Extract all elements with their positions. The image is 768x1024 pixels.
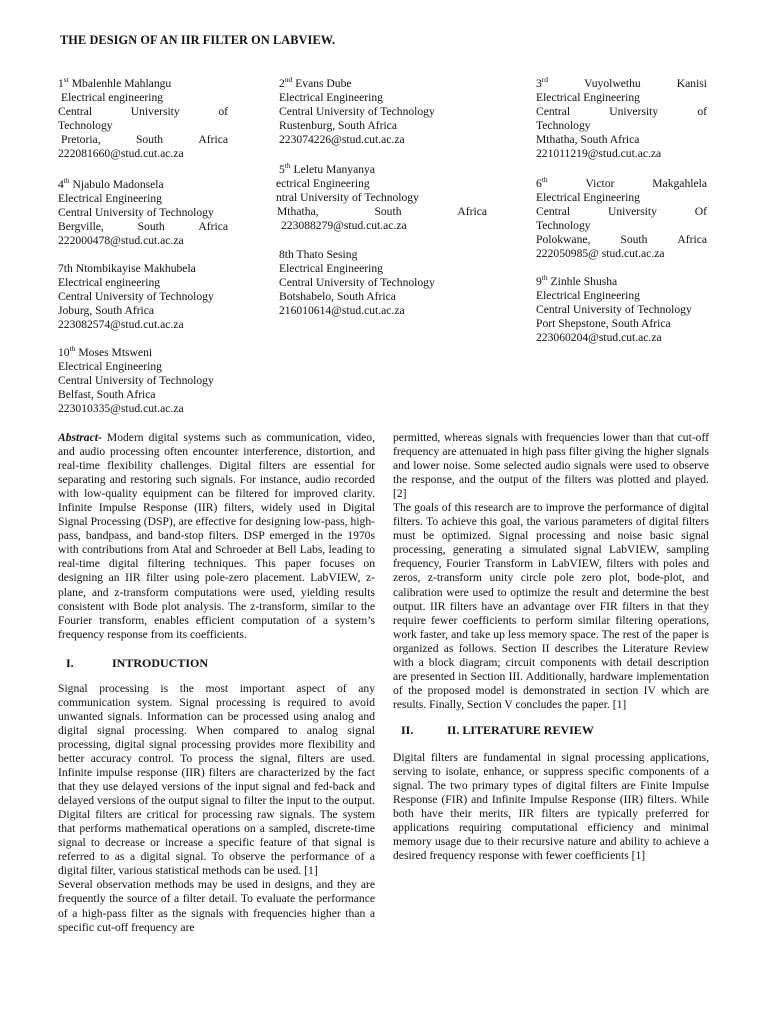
author-block-3: 3rd Vuyolwethu Kanisi Electrical Engineering Central University of Technology Mthatha, South Africa 221011219@stud.cut.ac.za: [536, 75, 707, 161]
author-university: Central University of Technology: [58, 290, 214, 304]
author-email: 223088279@stud.cut.ac.za: [281, 219, 407, 233]
author-location: Bergville, South Africa: [58, 220, 228, 234]
author-location: Polokwane, South Africa: [536, 233, 707, 247]
intro-paragraph-2: Several observation methods may be used in designs, and they are frequently the source of a filter detail. To evaluate the performance of a high-pass filter as the signals with frequencies higher than a specific cut-off frequency are: [58, 878, 375, 934]
author-dept: Electrical Engineering: [536, 191, 640, 205]
author-dept: Electrical Engineering: [536, 289, 640, 303]
right-paragraph-1: permitted, whereas signals with frequencies lower than that cut-off frequency are attenuated in high pass filter giving the higher signals and lower noise. Some selected audio signals were used to observe the response, and the output of the filters was plotted and played. [2]: [393, 431, 709, 501]
author-dept: Electrical Engineering: [279, 91, 383, 105]
author-name: Leletu Manyanya: [293, 163, 375, 176]
author-dept: Electrical Engineering: [279, 262, 383, 276]
author-name: 7th Ntombikayise Makhubela: [58, 262, 196, 275]
author-email: 222000478@stud.cut.ac.za: [58, 234, 184, 248]
right-column: [393, 431, 709, 966]
author-university: Central University of Technology: [58, 374, 214, 388]
author-block-8: [279, 248, 489, 318]
author-email: 216010614@stud.cut.ac.za: [279, 304, 405, 318]
author-location: Pretoria, South Africa: [61, 133, 228, 147]
author-email: 223010335@stud.cut.ac.za: [58, 402, 184, 416]
author-name: Moses Mtsweni: [78, 346, 153, 359]
author-name: Njabulo Madonsela: [72, 178, 164, 191]
author-dept: Electrical engineering: [58, 276, 161, 290]
author-location: Mthatha, South Africa: [277, 205, 487, 219]
author-location: Rustenburg, South Africa: [279, 119, 397, 133]
author-university: Central University of Technology: [279, 276, 435, 290]
paper-title: THE DESIGN OF AN IIR FILTER ON LABVIEW.: [60, 33, 336, 47]
author-block-5: 5th Leletu Manyanya ectrical Engineering ntral University of Technology Mthatha, South Africa 223088279@stud.cut.ac.za: [276, 161, 487, 233]
author-location: Botshabelo, South Africa: [279, 290, 396, 304]
section-heading-introduction: I. INTRODUCTION: [66, 655, 209, 670]
section-heading-literature-review: II. II. LITERATURE REVIEW: [401, 722, 594, 737]
author-dept: Electrical Engineering: [58, 360, 162, 374]
author-university: ntral University of Technology: [276, 191, 419, 205]
author-email: 222081660@stud.cut.ac.za: [58, 147, 184, 161]
author-location: Belfast, South Africa: [58, 388, 156, 402]
author-location: Port Shepstone, South Africa: [536, 317, 671, 331]
author-university: Central University of Technology: [58, 206, 214, 220]
author-name: Mbalenhle Mahlangu: [71, 77, 172, 90]
author-university: Central University of: [58, 105, 228, 119]
author-location: Joburg, South Africa: [58, 304, 155, 318]
author-dept: Electrical Engineering: [58, 192, 162, 206]
author-dept: Electrical engineering: [61, 91, 164, 105]
author-name: Zinhle Shusha: [550, 275, 618, 288]
abstract: Abstract- Modern digital systems such as communication, video, and audio processing often encounter interference, distortion, and real-time flexibility challenges. Digital filters are essential for separating and restoring such signals. For instance, audio recorded with low-quality equipment can be filtered for improved clarity. Infinite Impulse Response (IIR) filters, widely used in Digital Signal Processing (DSP), are effective for designing low-pass, high-pass, bandpass, and band-stop filters. DSP emerged in the 1970s with contributions from Atal and Schroeder at Bell Labs, leading to real-time digital filtering techniques. This paper focuses on designing an IIR filter using pole-zero placement. LabVIEW, z-plane, and z-transform computations were used, yielding results consistent with Bode plot analysis. The z-transform, similar to the Fourier transform, enables efficient computation of a system’s frequency response from its coefficients.: [58, 431, 375, 641]
author-block-10: 10th Moses Mtsweni Electrical Engineering Central University of Technology Belfast, South Africa 223010335@stud.cut.ac.za: [58, 346, 248, 416]
author-email: 223060204@stud.cut.ac.za: [536, 331, 662, 345]
author-location: Mthatha, South Africa: [536, 133, 640, 147]
right-paragraph-2: The goals of this research are to improve the performance of digital filters. To achieve this goal, the various parameters of digital filters must be optimized. Signal processing and noise basic signal processing, generating a simulated signal LabVIEW, sampling frequency, Fourier Transform in LabVIEW, filters with poles and zeros, z-transform unity circle pole zero plot, bode-plot, and calibration were used to optimize the result and determine the best output. IIR filters have an advantage over FIR filters in that they require fewer coefficients to perform similar filtering operations, work faster, and take up less memory space. The rest of the paper is organized as follows. Section II describes the Literature Review with a block diagram; circuit components with detail description are presented in Section III. Additionally, hardware implementation of the proposed model is demonstrated in section IV which are results. Finally, Section V concludes the paper. [1]: [393, 501, 709, 711]
author-name: Vuyolwethu: [584, 77, 641, 90]
author-email: 221011219@stud.cut.ac.za: [536, 147, 662, 161]
author-block-9: 9th Zinhle Shusha Electrical Engineering Central University of Technology Port Shepstone, South Africa 223060204@stud.cut.ac.za: [536, 275, 726, 345]
author-university: Central University Of: [536, 205, 707, 219]
author-name: Victor: [585, 177, 615, 190]
author-email: 223082574@stud.cut.ac.za: [58, 318, 184, 332]
abstract-label: Abstract-: [58, 431, 102, 444]
author-email: 223074226@stud.cut.ac.za: [279, 133, 405, 147]
author-block-1: 1st Mbalenhle Mahlangu Electrical engineering Central University of Technology Pretoria, South Africa 222081660@stud.cut.ac.za: [58, 75, 228, 161]
author-block-6: 6th Victor Makgahlela Electrical Engineering Central University Of Technology Polokwane, South Africa 222050985@ stud.cut.ac.za: [536, 175, 707, 261]
author-dept: ectrical Engineering: [276, 177, 370, 191]
author-name: 8th Thato Sesing: [279, 248, 358, 261]
author-dept: Electrical Engineering: [536, 91, 640, 105]
author-university: Central University of: [536, 105, 707, 119]
author-block-4: 4th Njabulo Madonsela Electrical Engineering Central University of Technology Bergville, South Africa 222000478@stud.cut.ac.za: [58, 176, 228, 248]
author-email: 222050985@ stud.cut.ac.za: [536, 247, 665, 261]
left-column: [58, 431, 375, 966]
intro-paragraph-1: Signal processing is the most important aspect of any communication system. Signal processing is required to avoid unwanted signals. Information can be processed using analog and digital signal processing. When compared to analog signal processing, digital signal processing provides more flexibility and better accuracy control. To process the signal, filters are used. Infinite impulse response (IIR) filters are characterized by the fact that they use delayed versions of the input signal and fed-back and delayed versions of the output signal to filter the input to the output. Digital filters are critical for processing raw signals. The system that performs mathematical operations on a sampled, discrete-time signal to decrease or increase a specific feature of that signal is referred to as a digital signal. To observe the performance of a digital filter, various statistical methods can be used. [1]: [58, 681, 375, 878]
author-block-2: 2nd Evans Dube Electrical Engineering Central University of Technology Rustenburg, South Africa 223074226@stud.cut.ac.za: [279, 77, 489, 147]
author-university: Central University of Technology: [279, 105, 435, 119]
author-name: Evans Dube: [295, 77, 352, 90]
author-university: Central University of Technology: [536, 303, 692, 317]
author-block-7: [58, 262, 248, 332]
literature-paragraph-1: Digital filters are fundamental in signal processing applications, serving to isolate, enhance, or suppress specific components of a signal. The two primary types of digital filters are Finite Impulse Response (FIR) and Infinite Impulse Response (IIR) filters. While both have their merits, IIR filters are typically preferred for applications requiring computational efficiency and minimal memory usage due to their recursive nature and ability to achieve a desired frequency response with fewer coefficients [1]: [393, 750, 709, 863]
